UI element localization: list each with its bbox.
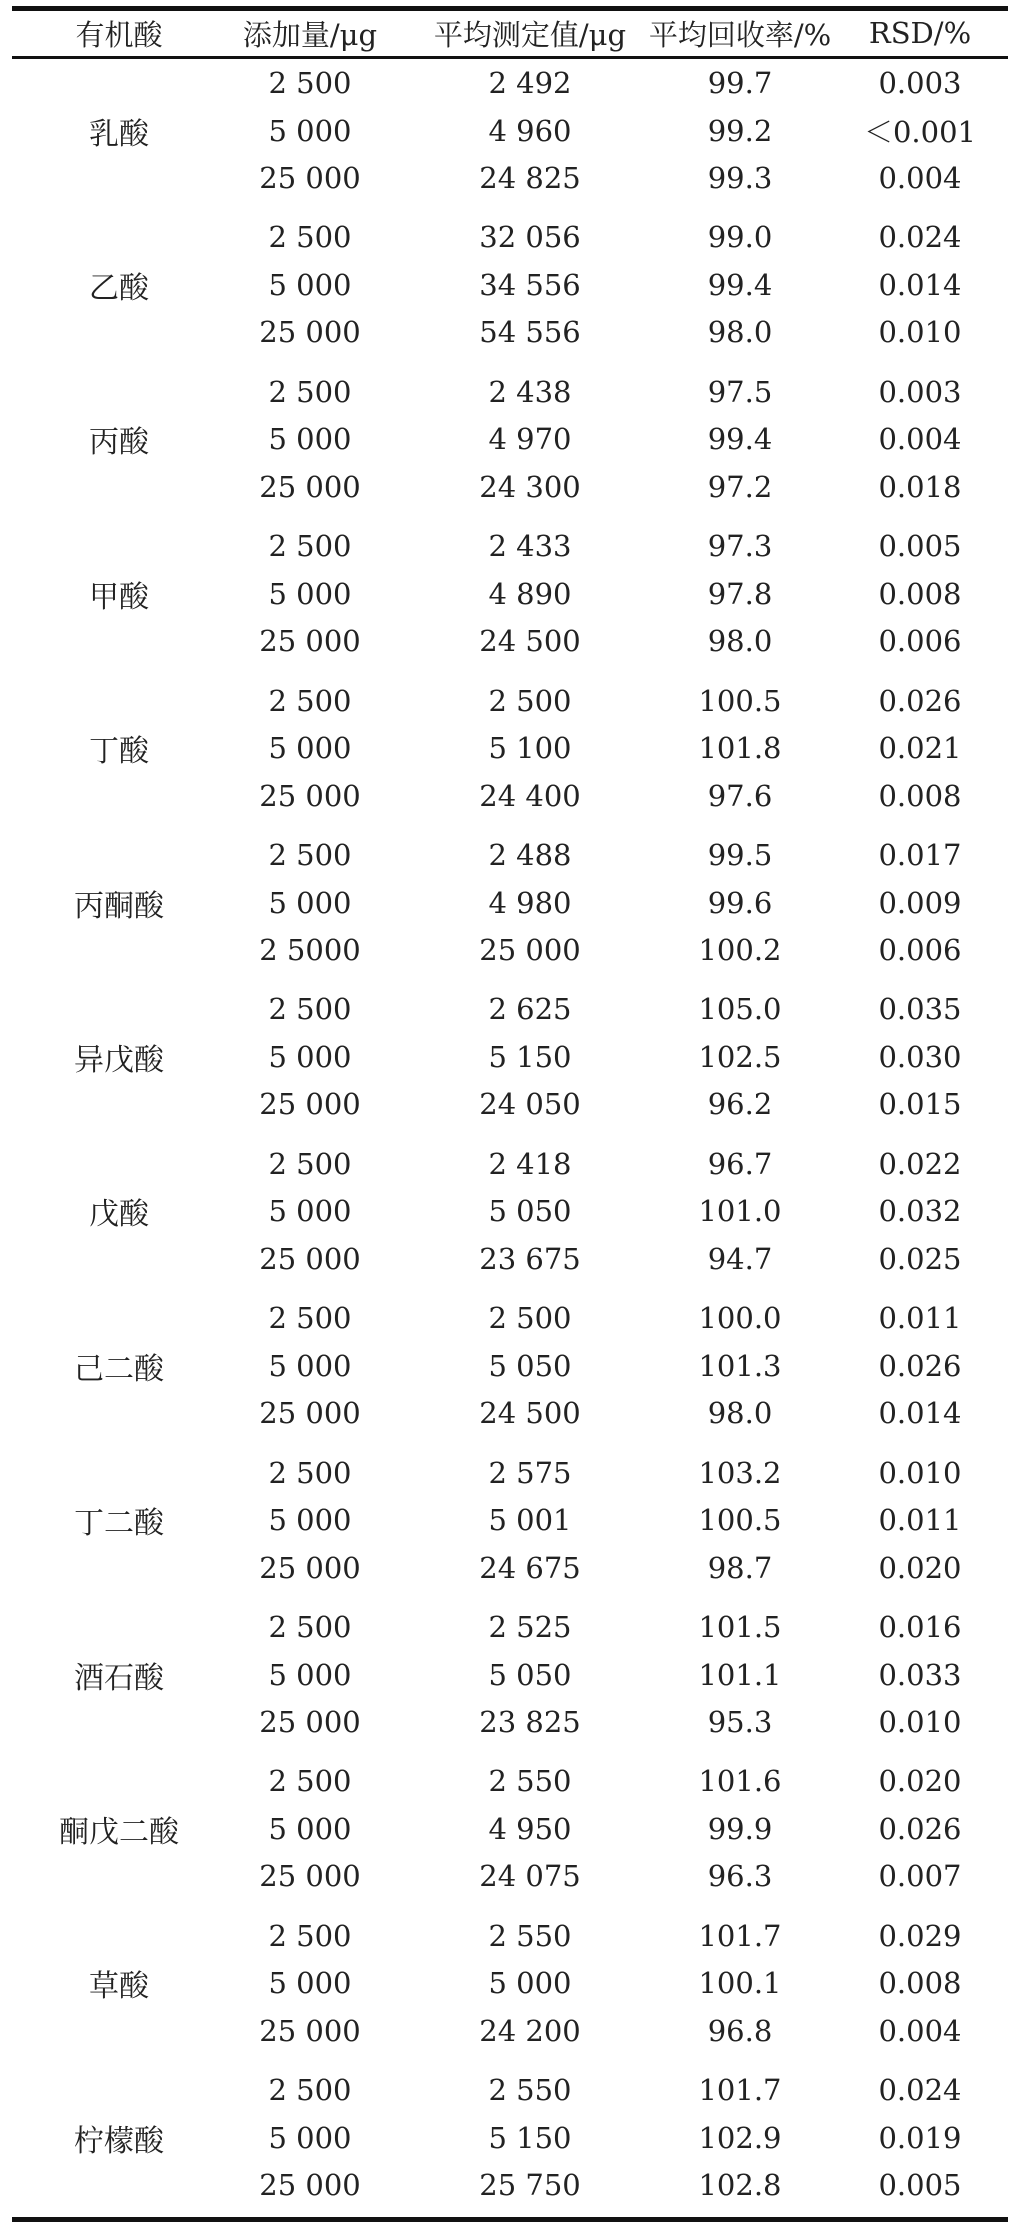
mean-measured-cell: 2 500: [488, 1301, 572, 1336]
mean-recovery-cell: 99.7: [707, 66, 773, 100]
mean-measured-cell: 4 950: [488, 1811, 572, 1846]
mean-recovery-cell: 101.8: [698, 731, 782, 766]
mean-recovery-cell: 101.0: [698, 1194, 782, 1229]
added-amount-cell: 25 000: [259, 1550, 361, 1585]
added-amount-cell: 2 500: [268, 1610, 352, 1644]
mean-measured-cell: 54 556: [479, 315, 581, 350]
rsd-cell: 0.016: [878, 1610, 962, 1644]
added-amount-cell: 5 000: [268, 885, 352, 920]
mean-measured-cell: 24 675: [479, 1550, 581, 1585]
added-amount-cell: 2 500: [268, 1455, 352, 1490]
rsd-cell: 0.029: [878, 1918, 962, 1953]
rsd-cell: 0.021: [878, 731, 962, 766]
added-amount-cell: 2 500: [268, 1146, 352, 1181]
mean-recovery-cell: 99.4: [707, 422, 773, 457]
added-amount-cell: 5 000: [268, 1503, 352, 1538]
rsd-cell: 0.005: [878, 2168, 962, 2203]
mean-recovery-cell: 99.6: [707, 885, 773, 920]
added-amount-cell: 25 000: [259, 1087, 361, 1122]
added-amount-cell: 2 500: [268, 529, 352, 564]
mean-measured-cell: 5 050: [488, 1657, 572, 1692]
header-rsd: RSD/%: [868, 16, 972, 50]
mean-measured-cell: 24 200: [479, 2013, 581, 2048]
mean-measured-cell: 5 150: [488, 2120, 572, 2155]
rsd-cell: 0.008: [878, 576, 962, 611]
mean-measured-cell: 5 100: [488, 731, 572, 766]
acid-name: 丙酸: [89, 425, 149, 461]
added-amount-cell: 5 000: [268, 267, 352, 302]
mean-measured-cell: 5 050: [488, 1194, 572, 1229]
mean-measured-cell: 23 825: [479, 1705, 581, 1739]
added-amount-cell: 25 000: [259, 778, 361, 813]
rsd-cell: 0.018: [878, 469, 962, 504]
rsd-cell: 0.004: [878, 2013, 962, 2048]
rsd-cell: 0.008: [878, 1966, 962, 2001]
header-mean-measured: 平均测定值/μg: [433, 17, 627, 52]
mean-recovery-cell: 103.2: [698, 1455, 782, 1490]
added-amount-cell: 5 000: [268, 113, 352, 148]
mean-recovery-cell: 102.5: [698, 1039, 782, 1074]
rsd-cell: 0.008: [878, 778, 962, 813]
mean-recovery-cell: 97.5: [707, 374, 773, 409]
mean-measured-cell: 5 150: [488, 1039, 572, 1074]
mean-recovery-cell: 95.3: [707, 1705, 773, 1739]
rsd-cell: 0.019: [878, 2120, 962, 2155]
mean-measured-cell: 4 890: [488, 576, 572, 611]
mean-measured-cell: 2 500: [488, 683, 572, 718]
acid-name: 戊酸: [89, 1197, 149, 1233]
added-amount-cell: 25 000: [259, 1859, 361, 1894]
added-amount-cell: 2 500: [268, 66, 352, 100]
top-rule: [12, 6, 1008, 11]
mean-measured-cell: 4 970: [488, 422, 572, 457]
rsd-cell: 0.030: [878, 1039, 962, 1074]
rsd-cell: 0.009: [878, 885, 962, 920]
acid-name: 酒石酸: [74, 1660, 164, 1696]
acid-name: 丙酮酸: [74, 888, 164, 924]
added-amount-cell: 25 000: [259, 2168, 361, 2203]
added-amount-cell: 25 000: [259, 1396, 361, 1431]
header-mean-recovery: 平均回收率/%: [648, 17, 832, 52]
added-amount-cell: 25 000: [259, 624, 361, 659]
added-amount-cell: 5 000: [268, 1811, 352, 1846]
mean-recovery-cell: 98.0: [707, 315, 773, 350]
rsd-cell: 0.020: [878, 1550, 962, 1585]
header-organic-acid: 有机酸: [75, 17, 163, 52]
rsd-cell: 0.020: [878, 1764, 962, 1799]
mean-measured-cell: 34 556: [479, 267, 581, 302]
mean-recovery-cell: 102.8: [698, 2168, 782, 2203]
added-amount-cell: 2 500: [268, 1301, 352, 1336]
mean-measured-cell: 2 550: [488, 1764, 572, 1799]
added-amount-cell: 2 500: [268, 374, 352, 409]
acid-name: 丁酸: [89, 734, 149, 770]
added-amount-cell: 25 000: [259, 315, 361, 350]
rsd-cell: 0.017: [878, 838, 962, 872]
mean-recovery-cell: 96.7: [707, 1146, 773, 1181]
added-amount-cell: 25 000: [259, 1241, 361, 1276]
acid-name: 乙酸: [89, 270, 149, 306]
mean-measured-cell: 24 050: [479, 1087, 581, 1122]
mean-recovery-cell: 101.7: [698, 2073, 782, 2108]
mean-recovery-cell: 99.4: [707, 267, 773, 302]
mean-recovery-cell: 100.2: [698, 933, 782, 967]
mean-recovery-cell: 96.2: [707, 1087, 773, 1122]
added-amount-cell: 2 500: [268, 1918, 352, 1953]
bottom-rule: [12, 2217, 1008, 2222]
mean-recovery-cell: 94.7: [707, 1241, 773, 1276]
acid-name: 己二酸: [74, 1351, 164, 1387]
rsd-cell: 0.014: [878, 1396, 962, 1431]
rsd-cell: 0.032: [878, 1194, 962, 1229]
added-amount-cell: 2 5000: [259, 933, 361, 967]
rsd-cell: 0.014: [878, 267, 962, 302]
rsd-cell: 0.006: [878, 624, 962, 659]
mean-recovery-cell: 99.2: [707, 113, 773, 148]
added-amount-cell: 25 000: [259, 2013, 361, 2048]
mean-measured-cell: 2 438: [488, 374, 572, 409]
mean-measured-cell: 2 550: [488, 2073, 572, 2108]
mean-recovery-cell: 97.3: [707, 529, 773, 564]
mean-recovery-cell: 101.7: [698, 1918, 782, 1953]
header-rule: [12, 56, 1008, 59]
acid-name: 丁二酸: [74, 1506, 164, 1542]
mean-recovery-cell: 105.0: [698, 992, 782, 1027]
added-amount-cell: 5 000: [268, 1348, 352, 1383]
mean-recovery-cell: 99.0: [707, 220, 773, 255]
rsd-cell: 0.007: [878, 1859, 962, 1894]
acid-name: 乳酸: [89, 116, 149, 152]
rsd-cell: 0.015: [878, 1087, 962, 1122]
acid-name: 甲酸: [89, 579, 149, 615]
mean-measured-cell: 4 980: [488, 885, 572, 920]
rsd-cell: ＜0.001: [863, 115, 977, 149]
rsd-cell: 0.011: [878, 1301, 962, 1336]
mean-measured-cell: 23 675: [479, 1241, 581, 1276]
added-amount-cell: 5 000: [268, 576, 352, 611]
rsd-cell: 0.026: [878, 683, 962, 718]
rsd-cell: 0.024: [878, 220, 962, 255]
mean-measured-cell: 2 550: [488, 1918, 572, 1953]
added-amount-cell: 25 000: [259, 1705, 361, 1739]
rsd-cell: 0.026: [878, 1348, 962, 1383]
rsd-cell: 0.004: [878, 161, 962, 195]
mean-recovery-cell: 99.3: [707, 161, 773, 195]
acid-name: 异戊酸: [74, 1042, 164, 1078]
mean-recovery-cell: 101.5: [698, 1610, 782, 1644]
added-amount-cell: 2 500: [268, 1764, 352, 1799]
mean-measured-cell: 24 075: [479, 1859, 581, 1894]
mean-measured-cell: 25 750: [479, 2168, 581, 2203]
mean-recovery-cell: 100.5: [698, 683, 782, 718]
rsd-cell: 0.025: [878, 1241, 962, 1276]
rsd-cell: 0.010: [878, 315, 962, 350]
mean-recovery-cell: 97.6: [707, 778, 773, 813]
header-added-amount: 添加量/μg: [242, 17, 378, 52]
mean-measured-cell: 25 000: [479, 933, 581, 967]
mean-measured-cell: 2 433: [488, 529, 572, 564]
mean-measured-cell: 24 825: [479, 161, 581, 195]
mean-measured-cell: 5 050: [488, 1348, 572, 1383]
rsd-cell: 0.035: [878, 992, 962, 1027]
mean-recovery-cell: 98.0: [707, 624, 773, 659]
mean-recovery-cell: 101.6: [698, 1764, 782, 1799]
rsd-cell: 0.011: [878, 1503, 962, 1538]
added-amount-cell: 25 000: [259, 469, 361, 504]
added-amount-cell: 2 500: [268, 220, 352, 255]
mean-measured-cell: 4 960: [488, 113, 572, 148]
mean-recovery-cell: 97.8: [707, 576, 773, 611]
mean-measured-cell: 32 056: [479, 220, 581, 255]
added-amount-cell: 2 500: [268, 992, 352, 1027]
mean-recovery-cell: 100.5: [698, 1503, 782, 1538]
mean-measured-cell: 24 500: [479, 1396, 581, 1431]
rsd-cell: 0.022: [878, 1146, 962, 1181]
added-amount-cell: 25 000: [259, 161, 361, 195]
acid-name: 柠檬酸: [74, 2123, 164, 2159]
rsd-cell: 0.010: [878, 1455, 962, 1490]
mean-measured-cell: 5 001: [488, 1503, 572, 1538]
added-amount-cell: 5 000: [268, 1657, 352, 1692]
mean-measured-cell: 24 300: [479, 469, 581, 504]
mean-measured-cell: 2 418: [488, 1146, 572, 1181]
mean-recovery-cell: 97.2: [707, 469, 773, 504]
mean-recovery-cell: 101.1: [698, 1657, 782, 1692]
acid-name: 草酸: [89, 1969, 149, 2005]
mean-recovery-cell: 96.3: [707, 1859, 773, 1894]
rsd-cell: 0.003: [878, 374, 962, 409]
mean-measured-cell: 5 000: [488, 1966, 572, 2001]
mean-recovery-cell: 102.9: [698, 2120, 782, 2155]
mean-measured-cell: 24 500: [479, 624, 581, 659]
added-amount-cell: 5 000: [268, 731, 352, 766]
added-amount-cell: 5 000: [268, 2120, 352, 2155]
added-amount-cell: 5 000: [268, 1039, 352, 1074]
mean-recovery-cell: 98.7: [707, 1550, 773, 1585]
added-amount-cell: 5 000: [268, 422, 352, 457]
mean-measured-cell: 24 400: [479, 778, 581, 813]
mean-recovery-cell: 96.8: [707, 2013, 773, 2048]
rsd-cell: 0.024: [878, 2073, 962, 2108]
rsd-cell: 0.004: [878, 422, 962, 457]
added-amount-cell: 2 500: [268, 683, 352, 718]
mean-recovery-cell: 99.9: [707, 1811, 773, 1846]
mean-recovery-cell: 101.3: [698, 1348, 782, 1383]
rsd-cell: 0.005: [878, 529, 962, 564]
rsd-cell: 0.033: [878, 1657, 962, 1692]
mean-measured-cell: 2 575: [488, 1455, 572, 1490]
mean-recovery-cell: 100.1: [698, 1966, 782, 2001]
added-amount-cell: 5 000: [268, 1194, 352, 1229]
mean-measured-cell: 2 625: [488, 992, 572, 1027]
rsd-cell: 0.006: [878, 933, 962, 967]
rsd-cell: 0.026: [878, 1811, 962, 1846]
mean-recovery-cell: 100.0: [698, 1301, 782, 1336]
mean-measured-cell: 2 525: [488, 1610, 572, 1644]
mean-measured-cell: 2 492: [488, 66, 572, 100]
added-amount-cell: 2 500: [268, 838, 352, 872]
mean-recovery-cell: 99.5: [707, 838, 773, 872]
rsd-cell: 0.010: [878, 1705, 962, 1739]
added-amount-cell: 2 500: [268, 2073, 352, 2108]
added-amount-cell: 5 000: [268, 1966, 352, 2001]
rsd-cell: 0.003: [878, 66, 962, 100]
acid-name: 酮戊二酸: [59, 1814, 179, 1850]
mean-recovery-cell: 98.0: [707, 1396, 773, 1431]
mean-measured-cell: 2 488: [488, 838, 572, 872]
